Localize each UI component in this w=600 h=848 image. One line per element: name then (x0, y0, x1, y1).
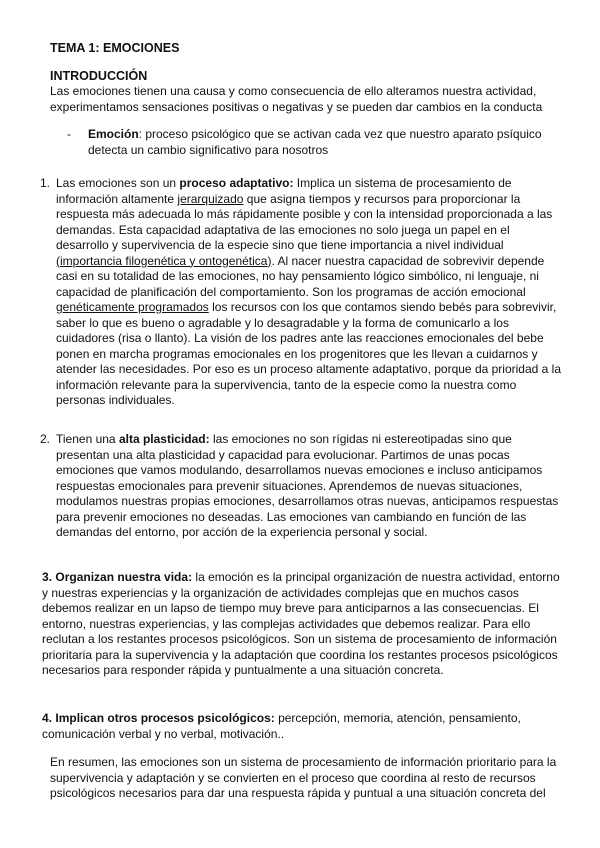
list-item-3 (42, 570, 562, 679)
list-item-number: 3. (42, 570, 53, 584)
list-item-4 (42, 711, 562, 742)
item-bold-term: Organizan nuestra vida: (55, 570, 193, 584)
underlined-term: (importancia filogenética y ontogenética) (56, 253, 272, 268)
item-text: Las emociones son un (56, 176, 180, 190)
underlined-term: genéticamente programados (56, 300, 209, 314)
list-item-1 (40, 176, 561, 409)
intro-heading: INTRODUCCIÓN (50, 69, 148, 83)
definition-bullet: - (67, 127, 71, 141)
item-bold-term: Implican otros procesos psicológicos: (55, 711, 275, 725)
item-text: la emoción es la principal organización de nuestra actividad, entorno y nuestras experiencias y la organización de actividades complejas que en muchos casos debemos realizar en un lapso de tiempo muy breve para anticiparnos a las consecuencias. El entorno, nuestras experiencias, y las complejas actividades que debemos realizar. Para ello reclutan a los restantes procesos psicológicos. Son un sistema de procesamiento de información prioritaria para la supervivencia y la adaptación que coordina los restantes procesos psicológicos necesarios para responder rápida y puntualmente a una situación concreta. (42, 570, 560, 677)
page-title: TEMA 1: EMOCIONES (50, 41, 180, 55)
definition-item (67, 127, 568, 158)
item-text: Tienen una (56, 432, 119, 446)
item-text: que asigna tiempos y recursos para proporcionar la respuesta más adecuada lo más rápidamente posible y con la intensidad proporcionada a las demandas. Esta capacidad adaptativa de las emociones no solo juega un papel en el desarrollo y supervivencia de la especie sino que tiene importancia a nivel individual (56, 191, 553, 252)
list-item-number: 4. (42, 711, 53, 725)
summary-paragraph: En resumen, las emociones son un sistema de procesamiento de información prioritario para la supervivencia y adaptación y se convierten en el proceso que coordina al resto de recursos psicológicos necesarios para dar una respuesta rápida y puntual a una situación concreta del (50, 755, 557, 800)
definition-text: : proceso psicológico que se activan cada vez que nuestro aparato psíquico detecta un cambio significativo para nosotros (88, 127, 542, 157)
item-text: . Al nacer nuestra capacidad de sobrevivir depende casi en su totalidad de las emociones, no hay pensamiento lógico simbólico, ni lenguaje, ni capacidad de planificación del comportamiento. Son los programas de acción emocional (56, 253, 545, 299)
item-text: percepción, memoria, atención, pensamiento, comunicación verbal y no verbal, motivación.. (42, 711, 521, 741)
underlined-term: jerarquizado (177, 191, 244, 206)
item-text: los recursos con los que contamos siendo bebés para sobrevivir, saber lo que es bueno o agradable y lo desagradable y la forma de comunicarlo a los cuidadores (risa o llanto). La visión de los padres ante las reacciones emocionales del bebe ponen en marcha programas emocionales en los progenitores que les llevan a cuidarnos y atender las necesidades. Por eso es un proceso altamente adaptativo, porque da prioridad a la información relevante para la supervivencia, tanto de la especie como la nuestra como personas individuales. (56, 300, 561, 407)
item-text: las emociones no son rígidas ni estereotipadas sino que presentan una alta plasticidad y capacidad para evolucionar. Partimos de unas pocas emociones que vamos modulando, desarrollamos nuevas emociones e incluso anticipamos respuestas emocionales para prevenir situaciones. Aprendemos de nuevas situaciones, modulamos nuestras propias emociones, desarrollamos otras nuevas, anticipamos respuestas para prevenir emociones no deseadas. Las emociones van cambiando en función de las demandas del entorno, por acción de la experiencia personal y social. (56, 432, 559, 539)
list-item-number: 1. (40, 176, 51, 190)
item-text: Implica un sistema de procesamiento de información altamente (56, 176, 512, 206)
list-item-number: 2. (40, 432, 51, 446)
definition-term: Emoción (88, 127, 139, 141)
item-bold-term: proceso adaptativo: (179, 176, 294, 190)
list-item-2 (40, 432, 561, 541)
intro-paragraph: Las emociones tienen una causa y como consecuencia de ello alteramos nuestra actividad, experimentamos sensaciones positivas o negativas y se pueden dar cambios en la conducta (50, 84, 543, 114)
item-bold-term: alta plasticidad: (118, 432, 210, 446)
